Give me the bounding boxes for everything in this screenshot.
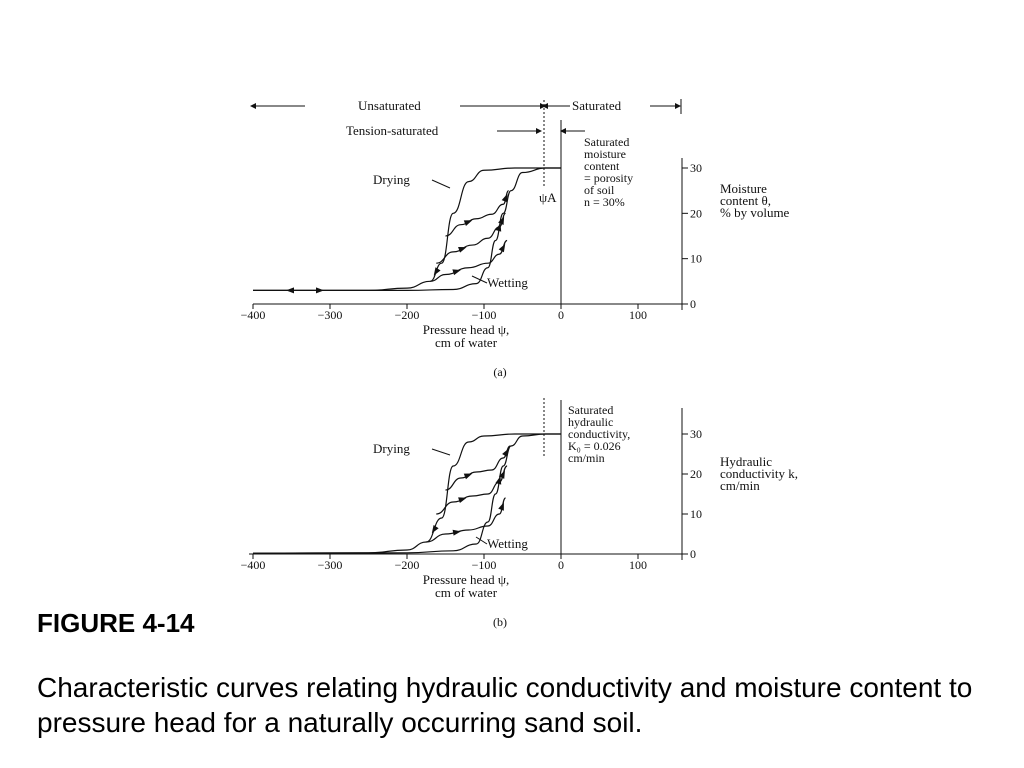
wetting-label-a: Wetting — [487, 275, 528, 290]
text-line: moisture — [584, 147, 626, 161]
text-line: cm of water — [434, 335, 498, 350]
x-tick-label: −200 — [394, 308, 420, 322]
y-axis-label-b — [720, 454, 798, 493]
text-line: Moisture — [720, 181, 767, 196]
text-line: cm of water — [434, 585, 498, 600]
x-tick-label: −400 — [240, 558, 266, 572]
saturated-moisture-note — [584, 135, 633, 209]
direction-arrowhead — [464, 471, 474, 479]
drying-label-b: Drying — [373, 441, 410, 456]
wetting-label-b: Wetting — [487, 536, 528, 551]
x-tick-label: 0 — [558, 308, 564, 322]
drying-label-a: Drying — [373, 172, 410, 187]
direction-arrowhead — [429, 525, 438, 535]
direction-arrowhead — [502, 447, 511, 457]
direction-arrowhead — [431, 267, 440, 277]
panel-label-b: (b) — [493, 615, 507, 629]
psi-a-label: ψA — [539, 190, 557, 205]
text-line: Pressure head ψ, — [422, 322, 510, 337]
direction-arrowhead — [458, 244, 468, 252]
y-tick-label: 0 — [690, 547, 696, 561]
x-ticks-b — [241, 554, 647, 572]
x-tick-label: −100 — [471, 308, 497, 322]
direction-arrowhead — [464, 217, 474, 225]
panel-a-moisture-chart — [241, 98, 790, 379]
text-line: cm/min — [568, 451, 605, 465]
x-tick-label: 0 — [558, 558, 564, 572]
direction-arrowhead — [499, 242, 508, 252]
saturated-label: Saturated — [572, 98, 622, 113]
text-line: % by volume — [720, 205, 790, 220]
y-ticks-a — [682, 161, 702, 311]
y-tick-label: 10 — [690, 251, 702, 266]
direction-arrowhead — [453, 528, 462, 535]
text-line: Saturated — [568, 403, 614, 417]
y-tick-label: 0 — [690, 297, 696, 311]
direction-arrowhead — [498, 501, 506, 511]
text-line: hydraulic — [568, 415, 614, 429]
panel-label-a: (a) — [493, 365, 507, 379]
figure-label: FIGURE 4-14 — [37, 608, 195, 638]
x-tick-label: −400 — [240, 308, 266, 322]
drying-leader-a — [432, 180, 450, 188]
y-tick-label: 30 — [690, 161, 702, 175]
y-ticks-b — [682, 427, 702, 561]
drying-leader-b — [432, 449, 450, 455]
x-axis-label-b — [423, 572, 509, 600]
panel-b-conductivity-chart — [241, 398, 798, 629]
x-tick-label: −200 — [394, 558, 420, 572]
x-tick-label: 100 — [629, 308, 647, 322]
tension-saturated-label: Tension-saturated — [346, 123, 439, 138]
text-line: content — [584, 159, 620, 173]
text-line: = porosity — [584, 171, 634, 185]
y-tick-label: 20 — [690, 206, 702, 221]
x-axis-label-a — [423, 322, 509, 350]
x-ticks-a — [241, 304, 647, 322]
text-line: content θ, — [720, 193, 771, 208]
x-tick-label: −300 — [317, 308, 343, 322]
y-axis-label-a — [720, 181, 790, 220]
text-line: n = 30% — [584, 195, 625, 209]
x-tick-label: −300 — [317, 558, 343, 572]
direction-arrowhead — [458, 495, 467, 503]
saturated-conductivity-note — [568, 403, 630, 465]
tail-arrowhead — [316, 287, 324, 293]
text-line: conductivity k, — [720, 466, 798, 481]
text-line: conductivity, — [568, 427, 631, 441]
text-line: cm/min — [720, 478, 760, 493]
x-tick-label: 100 — [629, 558, 647, 572]
text-line: K₀ = 0.026 — [568, 439, 621, 453]
text-line: Pressure head ψ, — [422, 572, 510, 587]
text-line: Hydraulic — [720, 454, 772, 469]
direction-arrowhead — [452, 267, 461, 275]
unsaturated-label: Unsaturated — [358, 98, 421, 113]
y-tick-label: 20 — [690, 467, 702, 481]
text-line: Saturated — [584, 135, 630, 149]
y-tick-label: 30 — [690, 427, 702, 441]
text-line: of soil — [584, 183, 615, 197]
x-tick-label: −100 — [471, 558, 497, 572]
y-tick-label: 10 — [690, 507, 702, 521]
tail-arrowhead — [286, 287, 294, 293]
figure-caption: Characteristic curves relating hydraulic conductivity and moisture content to pressure head for a naturally occurring sand soil. — [37, 672, 973, 738]
